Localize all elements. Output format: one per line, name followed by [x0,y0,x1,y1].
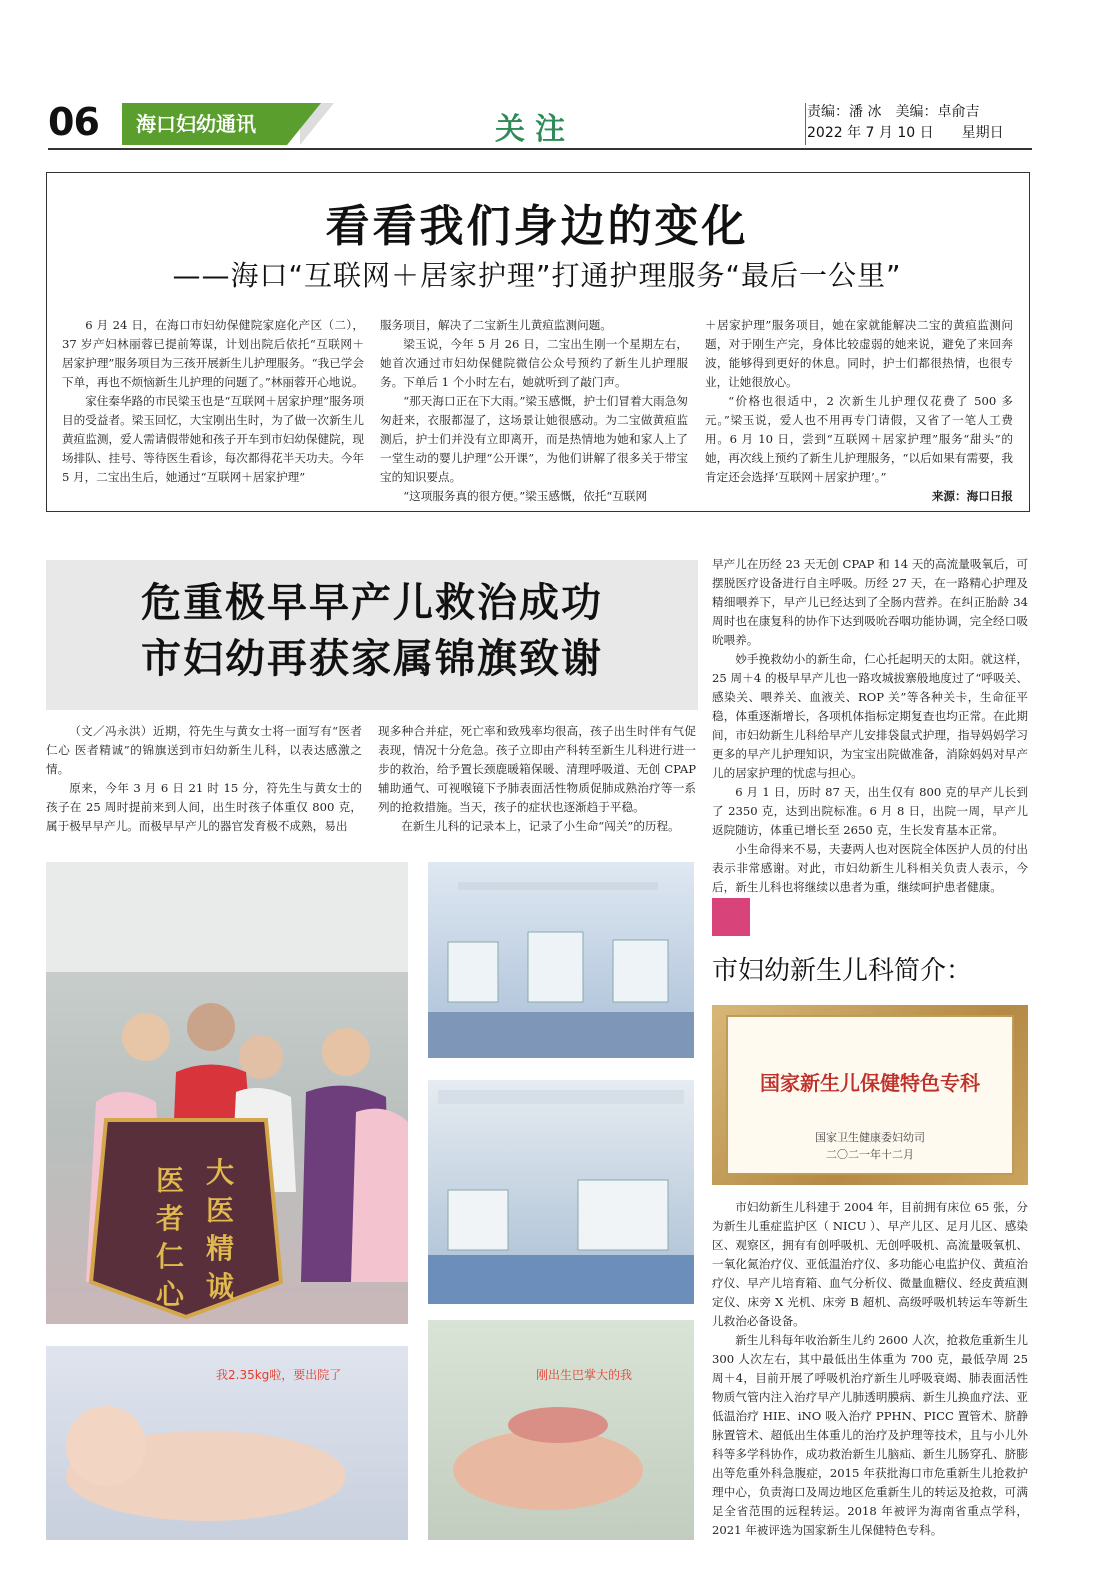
story2-column-3 [712,555,1028,897]
paragraph: 服务项目，解决了二宝新生儿黄疸监测问题。 [380,318,612,332]
banner-presentation-photo [46,862,408,1324]
sidebar-body [712,1198,1028,1540]
ward-illustration [428,1080,694,1304]
honor-plaque [712,1005,1028,1185]
paragraph: 原来，今年 3 月 6 日 21 时 15 分，符先生与黄女士的孩子在 25 周时提前来到人间，出生时孩子体重仅 800 克，属于极早早产儿。而极早早产儿的器官发育极不成熟，易出 [46,781,362,833]
photo-caption-discharge: 我2.35kg啦，要出院了 [216,1368,342,1382]
paragraph: 妙手挽救幼小的新生命，仁心托起明天的太阳。就这样，25 周＋4 的极早早产儿也一路攻城拔寨般地度过了“呼吸关、感染关、喂养关、血液关、ROP 关”等各种关卡，生命征平稳，体重逐渐增长，各项机体指标定期复查也均正常。在此期间，市妇幼新生儿科给早产儿安排袋鼠式护理，指导妈妈学习更多的早产儿护理知识，为宝宝出院做准备，消除妈妈对早产儿的居家护理的忧虑与担心。 [712,652,1028,780]
story1-column-3 [705,316,1013,506]
story2-title [46,575,698,687]
photo-caption-newborn: 刚出生巴掌大的我 [536,1368,633,1382]
story1-source: 来源：海口日报 [931,489,1013,503]
story2-column-2 [378,722,696,836]
paragraph: “那天海口正在下大雨。”梁玉感慨，护士们冒着大雨急匆匆赶来，衣服都湿了，这场景让她很感动。为二宝做黄疸监测后，护士们并没有立即离开，而是热情地为她和家人上了一堂生动的婴儿护理“公开课”，为他们讲解了很多关于带宝宝的知识要点。 [380,394,688,484]
paragraph: （文／冯永洪）近期，符先生与黄女士将一面写有“医者仁心 医者精诚”的锦旗送到市妇幼新生儿科，以表达感激之情。 [46,724,362,776]
paragraph: 市妇幼新生儿科建于 2004 年，目前拥有床位 65 张，分为新生儿重症监护区（ NICU ）、早产儿区、足月儿区、感染区、观察区，拥有有创呼吸机、无创呼吸机、高流量吸氧机、一氧化氮治疗仪、亚低温治疗仪、多功能心电监护仪、黄疸治疗仪、早产儿培育箱、血气分析仪、微量血糖仪、经皮黄疸测定仪、床旁 X 光机、床旁 B 超机、高级呼吸机转运车等新生儿救治必备设备。 [712,1200,1028,1328]
paragraph: 小生命得来不易，夫妻两人也对医院全体医护人员的付出表示非常感谢。对此，市妇幼新生儿科相关负责人表示，今后，新生儿科也将继续以患者为重，继续呵护患者健康。 [712,842,1028,894]
paragraph: 现多种合并症，死亡率和致残率均很高，孩子出生时伴有气促表现，情况十分危急。孩子立即由产科转至新生儿科进行进一步的救治，给予置长颈鹿暖箱保暖、清理呼吸道、无创 CPAP 辅助通气、可视喉镜下予肺表面活性物质促肺成熟治疗等一系列的抢救措施。当天，孩子的症状也逐渐趋于平稳。 [378,724,696,814]
paragraph: “这项服务真的很方便。”梁玉感慨，依托“互联网 [403,489,648,503]
header-divider [805,103,806,145]
nicu-ward-photo-2 [428,1080,694,1304]
nicu-ward-photo-1 [428,862,694,1058]
hand-illustration [428,1320,694,1540]
plaque-title: 国家新生儿保健特色专科 [760,1071,980,1095]
paragraph: “价格也很适中，2 次新生儿护理仅花费了 500 多元。”梁玉说，爱人也不用再专门请假，又省了一笔人工费用。6 月 10 日，尝到“互联网＋居家护理”服务“甜头”的她，再次线上预约了新生儿护理服务，“以后如果有需要，我肯定还会选择‘互联网＋居家护理’。” [705,394,1013,484]
story1-column-2 [380,316,688,506]
incubators-illustration [428,862,694,1058]
paragraph: 梁玉说，今年 5 月 26 日，二宝出生刚一个星期左右，她首次通过市妇幼保健院微信公众号预约了新生儿护理服务。下单后 1 个小时左右，她就听到了敲门声。 [380,337,688,389]
story2-title-line2: 市妇幼再获家属锦旗致谢 [141,636,603,682]
baby-discharge-photo [46,1346,408,1540]
plaque-issuer [728,1129,1012,1163]
sidebar-title: 市妇幼新生儿科简介： [712,956,973,986]
banner-text-2: 大医精诚 [206,1156,235,1303]
story1-column-1 [62,316,364,487]
paragraph: 6 月 1 日，历时 87 天，出生仅有 800 克的早产儿长到了 2350 克，达到出院标准。6 月 8 日，出院一周，早产儿返院随访，体重已增长至 2650 克，生长发育基本正常。 [712,785,1028,837]
section-label: 关注 [495,112,575,147]
plaque-date: 二〇二一年十二月 [826,1148,914,1161]
date-line: 2022 年 7 月 10 日 星期日 [807,125,1004,141]
paragraph: 家住秦华路的市民梁玉也是“互联网＋居家护理”服务项目的受益者。梁玉回忆，大宝刚出生时，为了做一次新生儿黄疸监测，爱人需请假带她和孩子开车到市妇幼保健院，现场排队、挂号、等待医生看诊，每次都得花半天功夫。今年 5 月，二宝出生后，她通过“互联网＋居家护理” [62,394,364,484]
story2-column-1 [46,722,362,836]
page-number: 06 [48,100,99,144]
paragraph: 在新生儿科的记录本上，记录了小生命“闯关”的历程。 [401,819,680,833]
story1-subtitle: ——海口“互联网＋居家护理”打通护理服务“最后一公里” [172,259,902,292]
sidebar-accent-box [712,898,750,936]
paragraph: 早产儿在历经 23 天无创 CPAP 和 14 天的高流量吸氧后，可摆脱医疗设备进行自主呼吸。历经 27 天，在一路精心护理及精细喂养下，早产儿已经达到了全肠内营养。在纠正胎龄 34 周时也在康复科的协作下达到吸吮吞咽功能协调，完全经口吸吮喂养。 [712,557,1028,647]
plaque-org: 国家卫生健康委妇幼司 [815,1131,925,1144]
paper-name-tag [122,103,322,145]
newborn-hand-photo [428,1320,694,1540]
story2-title-line1: 危重极早早产儿救治成功 [141,580,603,626]
paragraph: ＋居家护理”服务项目，她在家就能解决二宝的黄疸监测问题，对于刚生产完，身体比较虚弱的她来说，避免了来回奔波，能够得到更好的休息。同时，护士们都很热情，也很专业，让她很放心。 [705,318,1013,389]
story1-title: 看看我们身边的变化 [325,201,749,252]
banner-text-1: 医者仁心 [156,1164,185,1311]
header-meta [807,102,1004,144]
paragraph: 新生儿科每年收治新生儿约 2600 人次，抢救危重新生儿 300 人次左右，其中最低出生体重为 700 克，最低孕周 25 周＋4，目前开展了呼吸机治疗新生儿呼吸衰竭、肺表面活性物质气管内注入治疗早产儿肺透明膜病、新生儿换血疗法、亚低温治疗 HIE、iNO 吸入治疗 PPHN、PICC 置管术、脐静脉置管术、超低出生体重儿的治疗及护理等技术，且与小儿外科等多学科协作，成功救治新生儿脑疝、新生儿肠穿孔、脐膨出等危重外科急腹症，2015 年获批海口市危重新生儿抢救护理中心，负责海口及周边地区危重新生儿的转运及抢救，可满足全省范围的远程转运。2018 年被评为海南省重点学科，2021 年被评选为国家新生儿保健特色专科。 [712,1333,1028,1537]
paper-name: 海口妇幼通讯 [122,103,287,145]
editor-line: 责编：潘 冰 美编：卓俞吉 [807,104,980,120]
paragraph: 6 月 24 日，在海口市妇幼保健院家庭化产区（二），37 岁产妇林丽蓉已提前筹谋，计划出院后依托“互联网＋居家护理”服务项目为三孩开展新生儿护理服务。“我已学会下单，再也不烦恼新生儿护理的问题了。”林丽蓉开心地说。 [62,318,364,389]
header-rule [48,148,1032,150]
